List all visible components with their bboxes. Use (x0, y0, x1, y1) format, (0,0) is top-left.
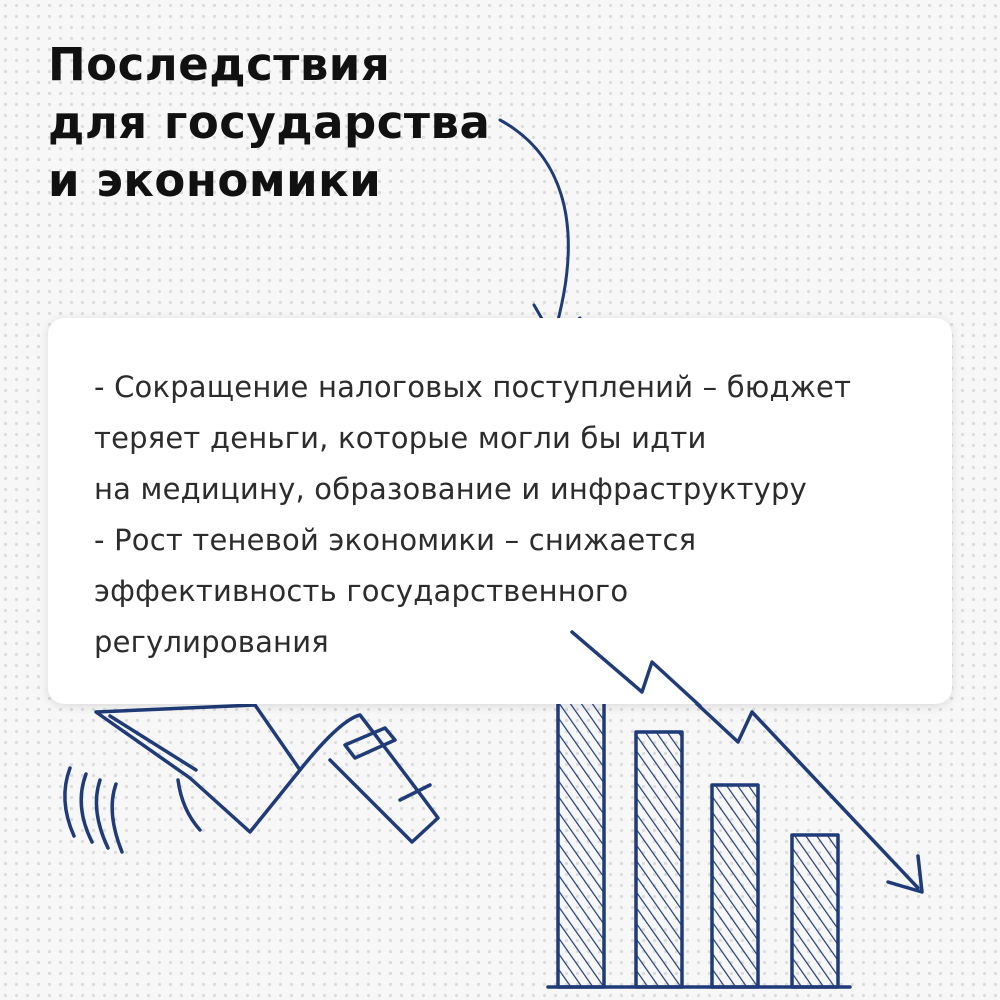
content-card (48, 318, 952, 704)
card-text-line: - Рост теневой экономики – снижается (94, 523, 697, 557)
card-text-line: на медицину, образование и инфраструктуру (94, 472, 808, 506)
megaphone-icon (65, 705, 438, 852)
title-line: Последствия (48, 38, 391, 91)
page-title (48, 36, 568, 210)
title-line: для государства (48, 96, 491, 149)
card-text-line: - Сокращение налоговых поступлений – бюджет (94, 370, 852, 404)
card-text-line: эффективность государственного (94, 574, 629, 608)
card-text-line: теряет деньги, которые могли бы идти (94, 421, 707, 455)
title-line: и экономики (48, 154, 382, 207)
card-text-line: регулирования (94, 625, 329, 659)
